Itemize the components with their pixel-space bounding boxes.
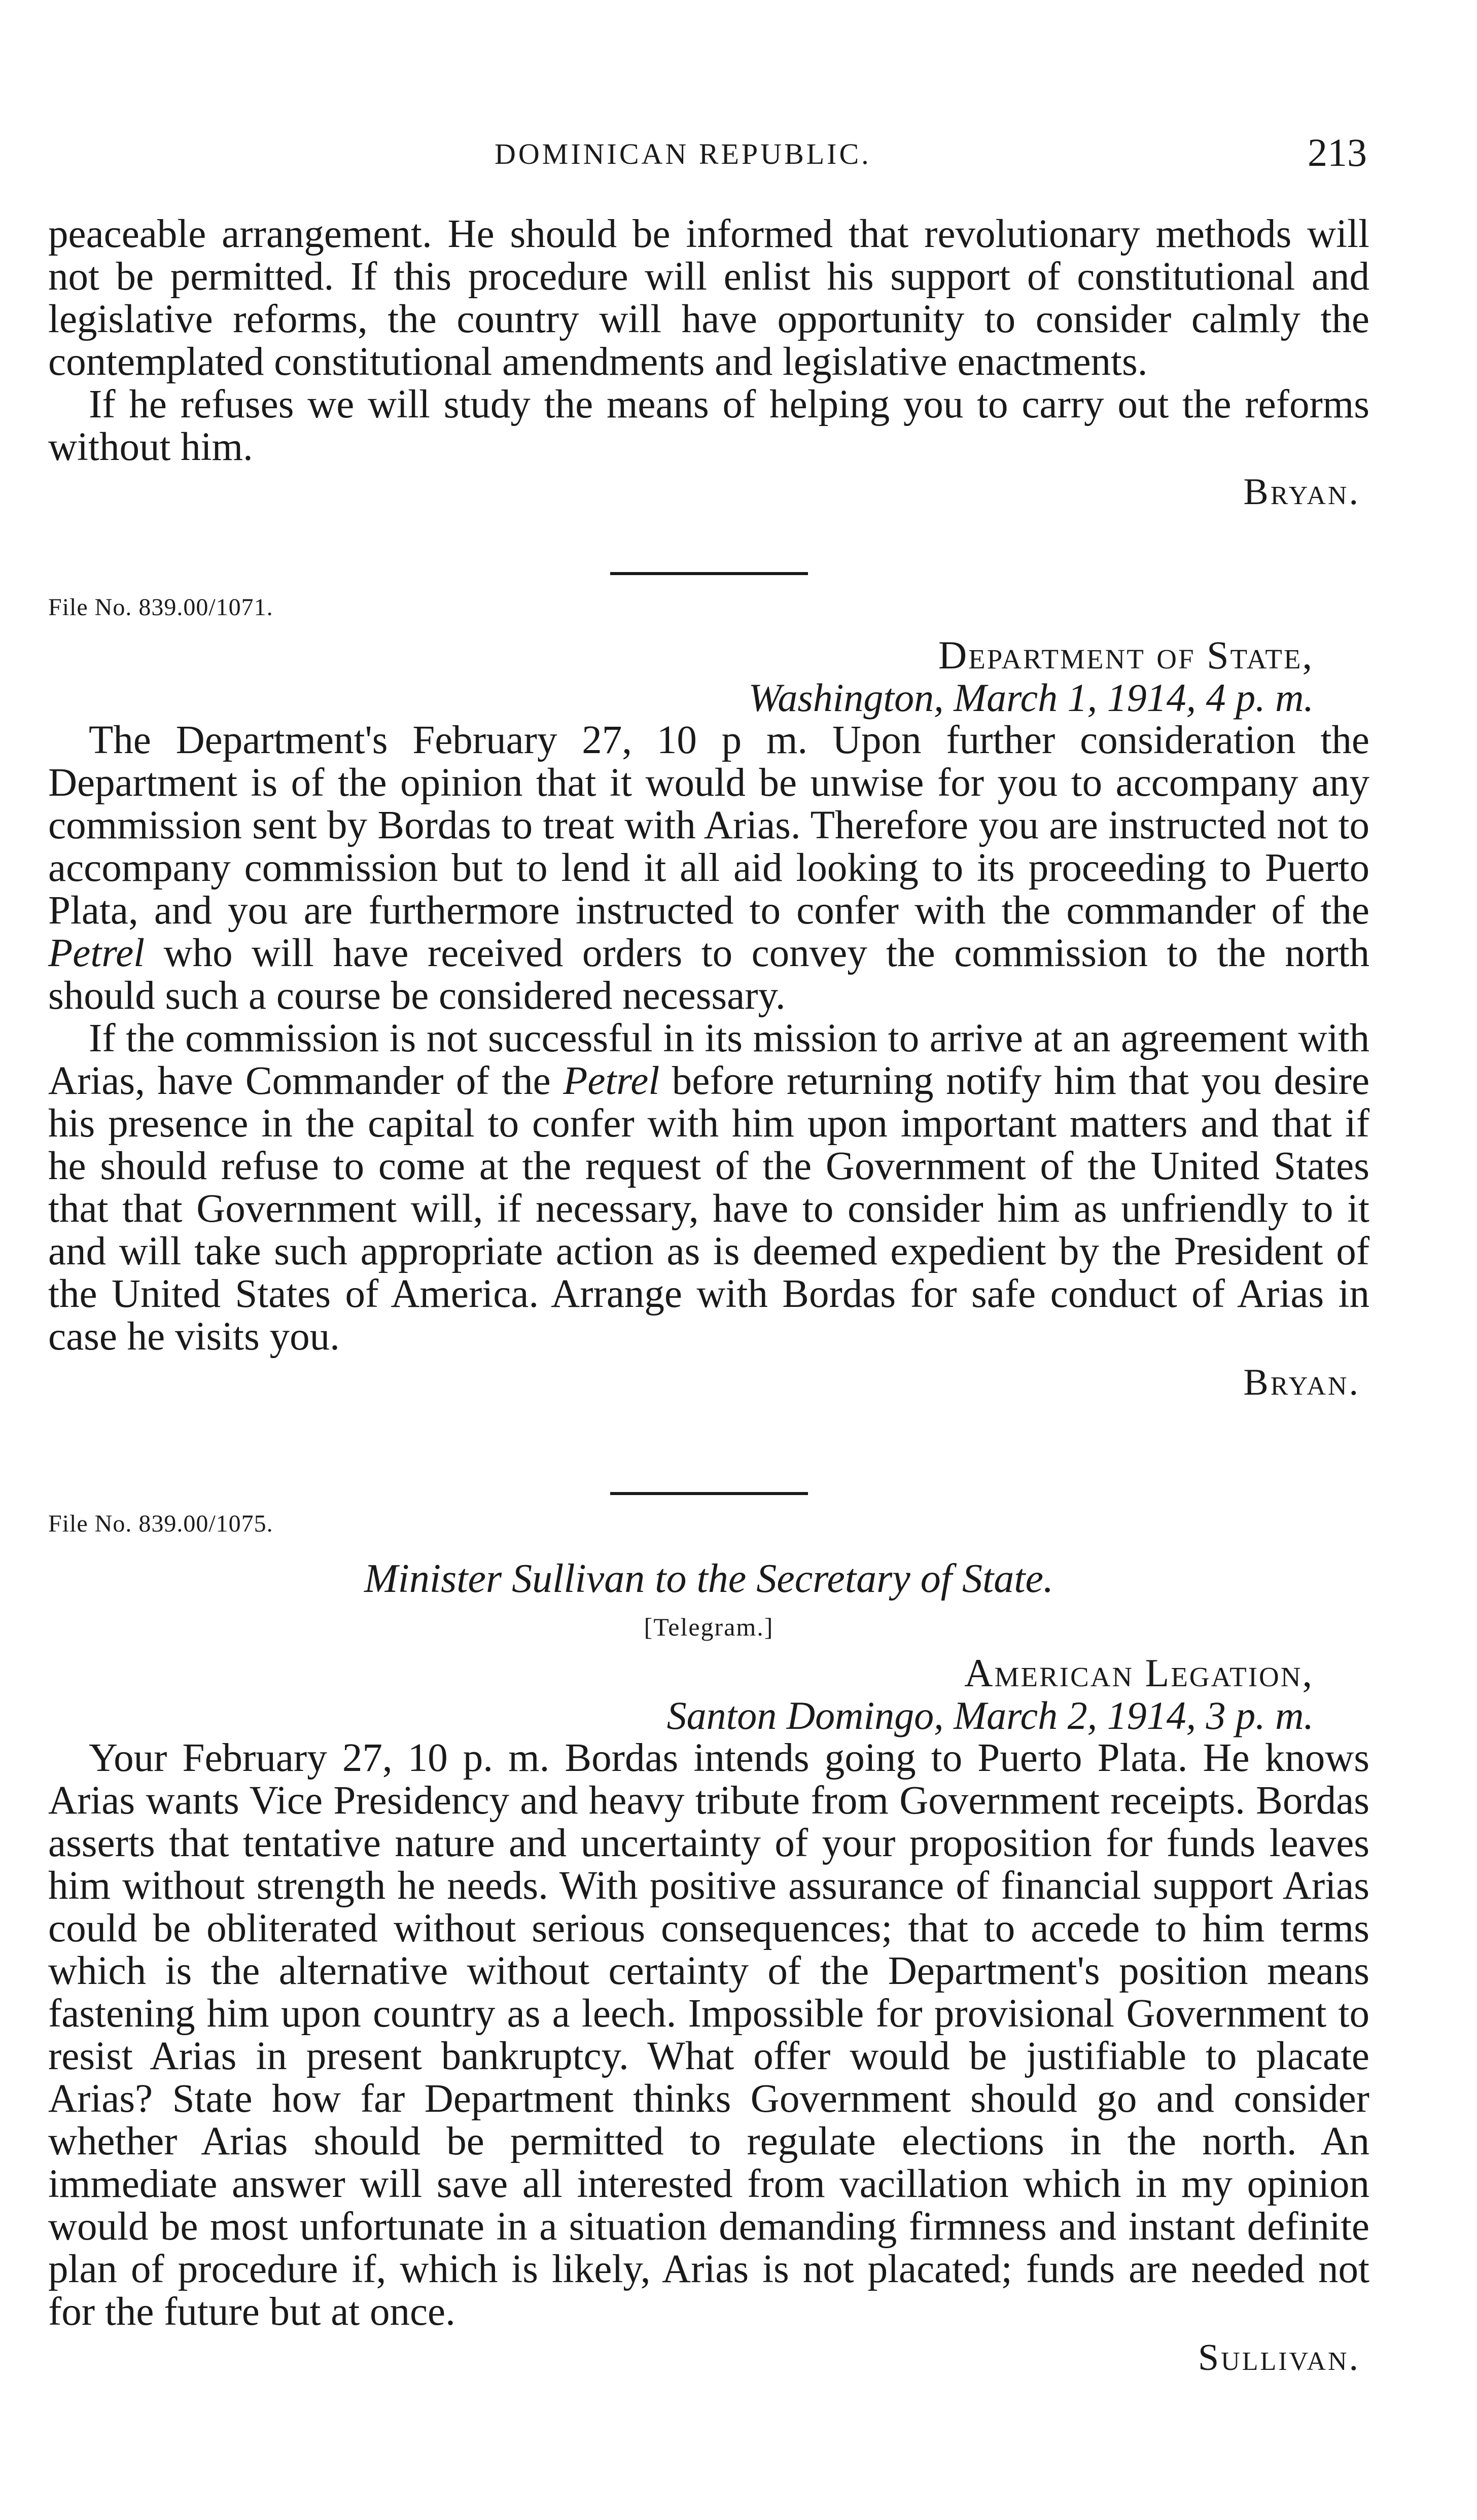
doc1-signature: Bryan. (1243, 471, 1360, 513)
running-head (48, 130, 1367, 179)
doc2-address-org: Department of State, (938, 633, 1314, 677)
doc3-paragraph: Your February 27, 10 p. m. Bordas intends going to Puerto Plata. He knows Arias wants Vice Presidency and heavy tribute from Government receipts. Bordas asserts that tentative nature and uncertainty of your proposition for funds leaves him without strength he needs. With positive assurance of financial support Arias could be obliterated without serious consequences; that to accede to him terms which is the alternative without certainty of the Department's position means fastening him upon country as a leech. Impossible for provisional Government to resist Arias in present bankruptcy. What offer would be justifiable to placate Arias? State how far Department thinks Government should go and consider whether Arias should be permitted to regulate elections in the north. An immediate answer will save all interested from vacillation which in my opinion would be most unfortunate in a situation demanding firmness and instant definite plan of procedure if, which is likely, Arias is not placated; funds are needed not for the future but at once. (48, 1736, 1369, 2334)
doc3-telegram-label: [Telegram.] (644, 1613, 774, 1641)
doc2-signature: Bryan. (1243, 1362, 1360, 1403)
divider-1 (610, 572, 808, 575)
doc3-address-org: American Legation, (964, 1651, 1314, 1695)
doc2-address-line-2: Washington, March 1, 1914, 4 p. m. (748, 676, 1314, 720)
doc2-address-line-1 (48, 634, 1369, 677)
doc2-block (48, 592, 1369, 1404)
doc2-file-number: File No. 839.00/1071. (48, 594, 273, 621)
divider-2 (610, 1492, 808, 1495)
page-number: 213 (1308, 130, 1367, 174)
doc1-paragraph-1: peaceable arrangement. He should be informed that revolutionary methods will not be permitted. If this procedure will enlist his support of constitutional and legislative reforms, the country will have opportunity to consider calmly the contemplated constitutional amendments and legislative enactments. (48, 212, 1369, 384)
doc2-paragraph-2-text-a: If the commission is not successful in its mission to arrive at an agreement with Arias, have Commander of the (48, 1016, 1369, 1103)
divider-1-wrap (48, 572, 1369, 575)
divider-2-wrap (48, 1492, 1369, 1495)
doc3-address-line-2: Santon Domingo, March 2, 1914, 3 p. m. (666, 1693, 1314, 1737)
doc3-signature: Sullivan. (1198, 2337, 1360, 2379)
doc3-address-line-1 (48, 1652, 1369, 1694)
doc3-block (48, 1509, 1369, 2379)
doc2-paragraph-2 (48, 1017, 1369, 1358)
doc1-paragraph-2: If he refuses we will study the means of helping you to carry out the reforms without him. (48, 382, 1369, 469)
doc2-ship-name-2: Petrel (563, 1059, 660, 1103)
doc2-paragraph-1-text-b: who will have received orders to convey the commission to the north should such a course be considered necessary. (48, 931, 1369, 1018)
doc3-file-number: File No. 839.00/1075. (48, 1510, 273, 1537)
doc2-paragraph-1-text-a: The Department's February 27, 10 p m. Upon further consideration the Department is of the opinion that it would be unwise for you to accompany any commission sent by Bordas to treat with Arias. Therefore you are instructed not to accompany commission but to lend it all aid looking to its proceeding to Puerto Plata, and you are furthermore instructed to confer with the commander of the (48, 718, 1369, 933)
doc2-ship-name-1: Petrel (48, 931, 145, 975)
running-title: DOMINICAN REPUBLIC. (495, 137, 871, 170)
doc1-block (48, 213, 1369, 513)
doc2-paragraph-2-text-b: before returning notify him that you desire his presence in the capital to confer with him upon important matters and that if he should refuse to come at the request of the Government of the United States that that Government will, if necessary, have to consider him as unfriendly to it and will take such appropriate action as is deemed expedient by the President of the United States of America. Arrange with Bordas for safe conduct of Arias in case he visits you. (48, 1059, 1370, 1359)
doc3-heading: Minister Sullivan to the Secretary of State. (364, 1556, 1053, 1601)
doc2-paragraph-1 (48, 719, 1369, 1017)
